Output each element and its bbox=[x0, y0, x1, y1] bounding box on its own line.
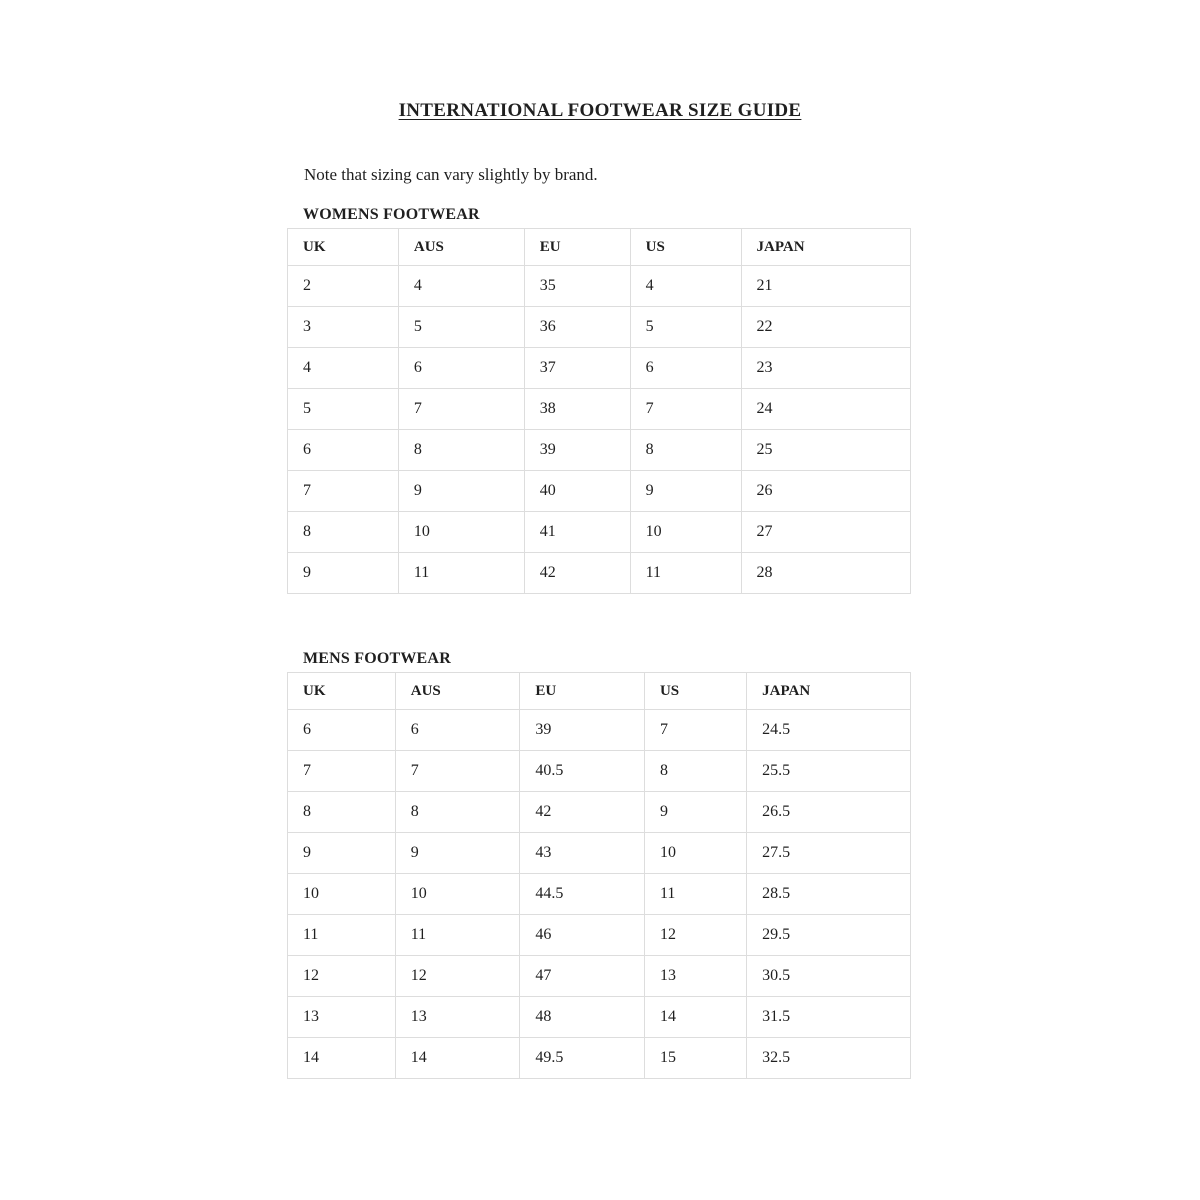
size-cell: 5 bbox=[398, 307, 524, 348]
size-cell: 41 bbox=[524, 512, 630, 553]
size-cell: 2 bbox=[288, 266, 399, 307]
size-cell: 6 bbox=[398, 348, 524, 389]
size-cell: 9 bbox=[644, 792, 746, 833]
size-cell: 42 bbox=[520, 792, 645, 833]
size-cell: 26 bbox=[741, 471, 910, 512]
column-header: EU bbox=[520, 673, 645, 710]
sizing-note: Note that sizing can vary slightly by brand. bbox=[304, 165, 598, 184]
size-cell: 4 bbox=[288, 348, 399, 389]
size-cell: 9 bbox=[395, 833, 520, 874]
column-header: JAPAN bbox=[747, 673, 911, 710]
size-cell: 7 bbox=[288, 471, 399, 512]
column-header: EU bbox=[524, 229, 630, 266]
size-cell: 36 bbox=[524, 307, 630, 348]
size-cell: 10 bbox=[288, 874, 396, 915]
womens-size-table bbox=[287, 228, 911, 594]
size-cell: 28.5 bbox=[747, 874, 911, 915]
size-cell: 8 bbox=[395, 792, 520, 833]
column-header: US bbox=[630, 229, 741, 266]
size-cell: 14 bbox=[288, 1038, 396, 1079]
size-cell: 25.5 bbox=[747, 751, 911, 792]
size-cell: 7 bbox=[288, 751, 396, 792]
size-cell: 43 bbox=[520, 833, 645, 874]
size-cell: 10 bbox=[630, 512, 741, 553]
size-cell: 11 bbox=[398, 553, 524, 594]
size-cell: 29.5 bbox=[747, 915, 911, 956]
size-cell: 47 bbox=[520, 956, 645, 997]
size-cell: 6 bbox=[288, 710, 396, 751]
size-cell: 10 bbox=[398, 512, 524, 553]
column-header: UK bbox=[288, 673, 396, 710]
size-cell: 8 bbox=[288, 792, 396, 833]
womens-footwear-section bbox=[287, 206, 911, 594]
size-cell: 6 bbox=[395, 710, 520, 751]
size-cell: 27 bbox=[741, 512, 910, 553]
size-cell: 32.5 bbox=[747, 1038, 911, 1079]
size-cell: 15 bbox=[644, 1038, 746, 1079]
header-row bbox=[288, 673, 911, 710]
table-row bbox=[288, 430, 911, 471]
size-cell: 12 bbox=[288, 956, 396, 997]
size-cell: 13 bbox=[288, 997, 396, 1038]
size-cell: 7 bbox=[398, 389, 524, 430]
table-row bbox=[288, 956, 911, 997]
size-cell: 4 bbox=[630, 266, 741, 307]
table-row bbox=[288, 710, 911, 751]
size-cell: 11 bbox=[395, 915, 520, 956]
size-cell: 11 bbox=[644, 874, 746, 915]
size-cell: 39 bbox=[520, 710, 645, 751]
size-cell: 31.5 bbox=[747, 997, 911, 1038]
size-cell: 30.5 bbox=[747, 956, 911, 997]
size-cell: 7 bbox=[630, 389, 741, 430]
table-row bbox=[288, 833, 911, 874]
size-cell: 25 bbox=[741, 430, 910, 471]
size-cell: 8 bbox=[644, 751, 746, 792]
size-cell: 11 bbox=[288, 915, 396, 956]
table-row bbox=[288, 307, 911, 348]
size-cell: 3 bbox=[288, 307, 399, 348]
table-row bbox=[288, 553, 911, 594]
size-cell: 27.5 bbox=[747, 833, 911, 874]
size-cell: 44.5 bbox=[520, 874, 645, 915]
size-cell: 21 bbox=[741, 266, 910, 307]
table-row bbox=[288, 348, 911, 389]
table-row bbox=[288, 997, 911, 1038]
size-cell: 12 bbox=[395, 956, 520, 997]
size-cell: 24.5 bbox=[747, 710, 911, 751]
table-row bbox=[288, 915, 911, 956]
size-cell: 5 bbox=[630, 307, 741, 348]
section-title-womens: WOMENS FOOTWEAR bbox=[303, 206, 480, 223]
size-cell: 13 bbox=[644, 956, 746, 997]
table-row bbox=[288, 874, 911, 915]
size-cell: 7 bbox=[644, 710, 746, 751]
size-cell: 9 bbox=[630, 471, 741, 512]
size-cell: 46 bbox=[520, 915, 645, 956]
size-cell: 6 bbox=[288, 430, 399, 471]
size-cell: 8 bbox=[630, 430, 741, 471]
size-cell: 8 bbox=[398, 430, 524, 471]
size-cell: 10 bbox=[644, 833, 746, 874]
table-row bbox=[288, 751, 911, 792]
header-row bbox=[288, 229, 911, 266]
mens-size-table bbox=[287, 672, 911, 1079]
size-cell: 8 bbox=[288, 512, 399, 553]
mens-footwear-section bbox=[287, 650, 911, 1079]
column-header: AUS bbox=[395, 673, 520, 710]
table-row bbox=[288, 512, 911, 553]
size-cell: 13 bbox=[395, 997, 520, 1038]
size-cell: 39 bbox=[524, 430, 630, 471]
size-cell: 38 bbox=[524, 389, 630, 430]
size-cell: 4 bbox=[398, 266, 524, 307]
size-cell: 37 bbox=[524, 348, 630, 389]
size-cell: 14 bbox=[644, 997, 746, 1038]
column-header: JAPAN bbox=[741, 229, 910, 266]
size-cell: 23 bbox=[741, 348, 910, 389]
size-cell: 22 bbox=[741, 307, 910, 348]
table-row bbox=[288, 266, 911, 307]
size-cell: 7 bbox=[395, 751, 520, 792]
size-cell: 9 bbox=[398, 471, 524, 512]
size-cell: 9 bbox=[288, 553, 399, 594]
size-cell: 28 bbox=[741, 553, 910, 594]
size-cell: 14 bbox=[395, 1038, 520, 1079]
size-cell: 48 bbox=[520, 997, 645, 1038]
size-cell: 40.5 bbox=[520, 751, 645, 792]
size-cell: 49.5 bbox=[520, 1038, 645, 1079]
size-cell: 35 bbox=[524, 266, 630, 307]
column-header: AUS bbox=[398, 229, 524, 266]
size-cell: 26.5 bbox=[747, 792, 911, 833]
size-cell: 9 bbox=[288, 833, 396, 874]
size-cell: 10 bbox=[395, 874, 520, 915]
column-header: US bbox=[644, 673, 746, 710]
size-cell: 11 bbox=[630, 553, 741, 594]
table-row bbox=[288, 471, 911, 512]
table-row bbox=[288, 1038, 911, 1079]
size-cell: 40 bbox=[524, 471, 630, 512]
table-row bbox=[288, 389, 911, 430]
size-cell: 24 bbox=[741, 389, 910, 430]
size-cell: 12 bbox=[644, 915, 746, 956]
table-row bbox=[288, 792, 911, 833]
size-cell: 6 bbox=[630, 348, 741, 389]
size-cell: 5 bbox=[288, 389, 399, 430]
section-title-mens: MENS FOOTWEAR bbox=[303, 650, 451, 667]
size-cell: 42 bbox=[524, 553, 630, 594]
page-title: INTERNATIONAL FOOTWEAR SIZE GUIDE bbox=[398, 100, 802, 121]
column-header: UK bbox=[288, 229, 399, 266]
